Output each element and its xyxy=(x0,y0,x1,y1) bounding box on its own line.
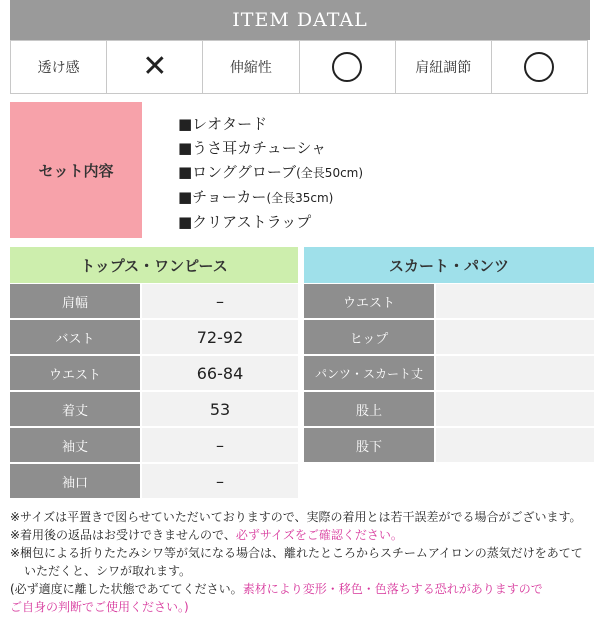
transparency-value xyxy=(107,41,203,93)
table-row: ヒップ xyxy=(304,320,594,354)
cross-icon: ✕ xyxy=(142,49,168,84)
circle-icon xyxy=(524,52,554,82)
item-properties xyxy=(10,40,588,94)
table-row: 肩幅 – xyxy=(10,284,298,318)
list-item: ■うさ耳カチューシャ xyxy=(178,139,327,157)
table-row: 袖口 – xyxy=(10,464,298,498)
list-item: ■チョーカー(全長35cm) xyxy=(178,188,334,206)
list-item: ■レオタード xyxy=(178,115,268,133)
skirt-table-header: スカート・パンツ xyxy=(304,247,594,283)
transparency-label: 透け感 xyxy=(11,41,107,93)
table-row: ウエスト 66-84 xyxy=(10,356,298,390)
note-line: ※サイズは平置きで図らせていただいておりますので、実際の着用とは若干誤差がでる場合がございます。 xyxy=(10,510,582,524)
set-contents-list xyxy=(178,112,578,234)
table-row: バスト 72-92 xyxy=(10,320,298,354)
notes xyxy=(10,508,595,616)
stretch-label: 伸縮性 xyxy=(203,41,299,93)
strap-adjust-label: 肩紐調節 xyxy=(396,41,492,93)
item-data-title: ITEM DATAL xyxy=(232,9,368,31)
note-line: ※梱包による折りたたみシワ等が気になる場合は、離れたところからスチームアイロンの蒸気だけをあてて xyxy=(10,546,583,560)
list-item: ■クリアストラップ xyxy=(178,213,312,231)
table-row: 袖丈 – xyxy=(10,428,298,462)
note-line: いただくと、シワが取れます。 xyxy=(24,564,192,578)
note-line: (必ず適度に離した状態であててください。素材により変形・移色・色落ちする恐れがありますので xyxy=(10,582,543,596)
table-row: 股下 xyxy=(304,428,594,462)
note-line: ※着用後の返品はお受けできませんので、必ずサイズをご確認ください。 xyxy=(10,528,403,542)
table-row: ウエスト xyxy=(304,284,594,318)
table-row: 股上 xyxy=(304,392,594,426)
item-data-header xyxy=(10,0,590,40)
table-row: 着丈 53 xyxy=(10,392,298,426)
circle-icon xyxy=(332,52,362,82)
list-item: ■ロンググローブ(全長50cm) xyxy=(178,163,364,181)
tops-table-header: トップス・ワンピース xyxy=(10,247,298,283)
strap-adjust-value xyxy=(492,41,587,93)
stretch-value xyxy=(300,41,396,93)
note-line: ご自身の判断でご使用ください。) xyxy=(10,600,189,614)
table-row: パンツ・スカート丈 xyxy=(304,356,594,390)
set-contents-label: セット内容 xyxy=(10,102,142,238)
